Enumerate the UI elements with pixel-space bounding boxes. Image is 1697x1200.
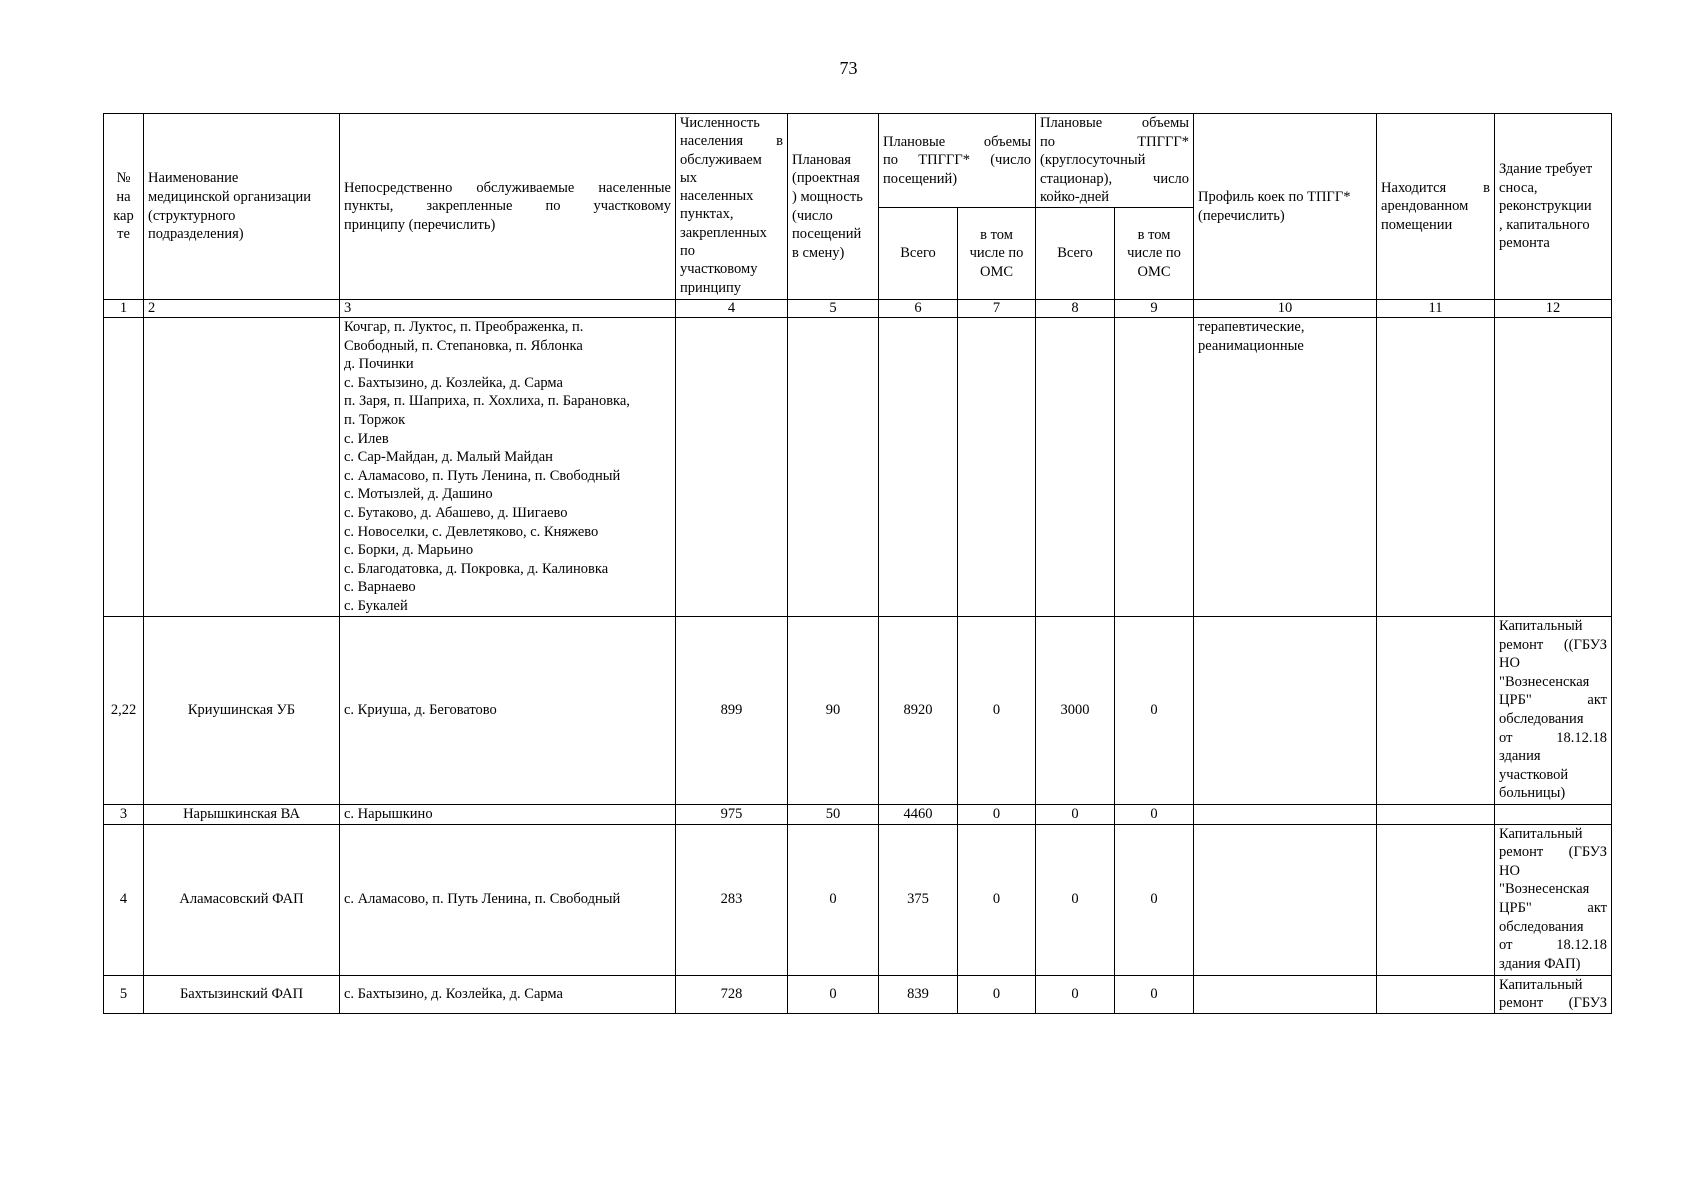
header-text: принципу xyxy=(680,279,742,296)
repair-line: Капитальный xyxy=(1499,976,1583,993)
header-capacity xyxy=(788,114,879,300)
cell-bed-days-oms xyxy=(1115,318,1194,617)
header-text: те xyxy=(117,226,130,243)
cell-name: Криушинская УБ xyxy=(144,617,340,805)
cell-bed-days-oms: 0 xyxy=(1115,824,1194,975)
repair-line: от 18.12.18 xyxy=(1499,937,1608,954)
settlement-line: Свободный, п. Степановка, п. Яблонка xyxy=(344,337,583,354)
cell-settlements: с. Криуша, д. Беговатово xyxy=(340,617,676,805)
cell-name: Бахтызинский ФАП xyxy=(144,975,340,1013)
header-text: кар xyxy=(113,207,134,224)
header-text: числе по xyxy=(1127,245,1181,262)
cell-population: 283 xyxy=(676,824,788,975)
cell-bed-days-total xyxy=(1036,318,1115,617)
header-text: ) мощность xyxy=(792,188,863,205)
cell-bed-profile xyxy=(1194,318,1377,617)
cell-bed-profile xyxy=(1194,975,1377,1013)
column-number: 5 xyxy=(788,300,879,318)
settlement-line: с. Аламасово, п. Путь Ленина, п. Свободный xyxy=(344,467,621,484)
cell-num: 3 xyxy=(104,805,144,825)
cell-visits-total: 8920 xyxy=(879,617,958,805)
cell-bed-days-total: 0 xyxy=(1036,805,1115,825)
cell-visits-total: 375 xyxy=(879,824,958,975)
cell-bed-days-oms: 0 xyxy=(1115,975,1194,1013)
cell-bed-days-total: 3000 xyxy=(1036,617,1115,805)
settlement-line: с. Варнаево xyxy=(344,579,416,596)
cell-visits-total xyxy=(879,318,958,617)
header-text: в том xyxy=(980,226,1013,243)
cell-repair xyxy=(1495,318,1612,617)
cell-name: Нарышкинская ВА xyxy=(144,805,340,825)
repair-line: участковой xyxy=(1499,766,1569,783)
header-row xyxy=(104,114,1612,208)
cell-capacity: 90 xyxy=(788,617,879,805)
repair-line: ремонт (ГБУЗ xyxy=(1499,844,1608,861)
column-number: 1 xyxy=(104,300,144,318)
settlement-line: с. Новоселки, с. Девлетяково, с. Княжево xyxy=(344,523,599,540)
settlement-line: п. Торжок xyxy=(344,411,406,428)
cell-capacity: 50 xyxy=(788,805,879,825)
header-text: , капитального xyxy=(1499,216,1590,233)
header-map-number xyxy=(104,114,144,300)
header-text: медицинской организации xyxy=(148,188,312,205)
cell-visits-oms: 0 xyxy=(958,824,1036,975)
cell-rented xyxy=(1377,318,1495,617)
repair-line: больницы) xyxy=(1499,785,1566,802)
column-number: 11 xyxy=(1377,300,1495,318)
cell-visits-oms: 0 xyxy=(958,617,1036,805)
repair-line: Капитальный xyxy=(1499,618,1583,634)
repair-line: НО xyxy=(1499,862,1520,879)
header-text: ОМС xyxy=(979,263,1014,280)
column-number: 3 xyxy=(340,300,676,318)
cell-population: 975 xyxy=(676,805,788,825)
table-row xyxy=(104,824,1612,975)
cell-num: 5 xyxy=(104,975,144,1013)
repair-line: НО xyxy=(1499,655,1520,672)
cell-settlements: с. Нарышкино xyxy=(340,805,676,825)
settlement-line: с. Сар-Майдан, д. Малый Майдан xyxy=(344,449,553,466)
repair-line: ремонт (ГБУЗ xyxy=(1499,995,1608,1012)
repair-line: от 18.12.18 xyxy=(1499,729,1608,746)
header-text: койко-дней xyxy=(1040,189,1110,206)
settlement-line: с. Букалей xyxy=(344,597,408,614)
cell-population: 728 xyxy=(676,975,788,1013)
header-text: принципу (перечислить) xyxy=(344,216,496,233)
repair-line: обследования xyxy=(1499,710,1584,727)
header-text: арендованном xyxy=(1381,198,1469,215)
cell-bed-profile xyxy=(1194,824,1377,975)
settlement-line: с. Бутаково, д. Абашево, д. Шигаево xyxy=(344,504,568,521)
bed-profile-line: реанимационные xyxy=(1198,337,1304,354)
repair-line: здания xyxy=(1499,748,1541,765)
cell-num xyxy=(104,318,144,617)
table-row xyxy=(104,975,1612,1013)
repair-line: ЦРБ" акт xyxy=(1499,692,1608,709)
header-text: населенных xyxy=(680,188,754,205)
header-text: сноса, xyxy=(1499,179,1538,196)
header-rented xyxy=(1377,114,1495,300)
header-bed-profile xyxy=(1194,114,1377,300)
header-text: по ТПГГГ* (число xyxy=(883,152,1032,169)
header-text: (круглосуточный xyxy=(1040,152,1146,169)
header-population xyxy=(676,114,788,300)
header-text: на xyxy=(116,188,131,205)
settlement-line: с. Бахтызино, д. Козлейка, д. Сарма xyxy=(344,374,563,391)
header-text: в том xyxy=(1137,226,1171,243)
header-text: Плановая xyxy=(792,151,851,168)
cell-rented xyxy=(1377,617,1495,805)
cell-population: 899 xyxy=(676,617,788,805)
cell-population xyxy=(676,318,788,617)
column-number: 12 xyxy=(1495,300,1612,318)
settlement-line: п. Заря, п. Шаприха, п. Хохлиха, п. Барановка, xyxy=(344,393,630,410)
cell-repair xyxy=(1495,617,1612,805)
cell-visits-oms: 0 xyxy=(958,975,1036,1013)
cell-visits-total: 839 xyxy=(879,975,958,1013)
header-bed-day-volumes xyxy=(1036,114,1194,208)
cell-settlements xyxy=(340,318,676,617)
repair-line: "Вознесенская xyxy=(1499,673,1590,690)
settlement-line: Кочгар, п. Луктос, п. Преображенка, п. xyxy=(344,319,584,335)
column-number: 8 xyxy=(1036,300,1115,318)
page-number: 73 xyxy=(839,58,858,78)
bed-profile-line: терапевтические, xyxy=(1198,319,1305,335)
header-text: (перечислить) xyxy=(1198,207,1285,224)
settlement-line: с. Борки, д. Марьино xyxy=(344,542,474,559)
cell-visits-total: 4460 xyxy=(879,805,958,825)
repair-line: здания ФАП) xyxy=(1499,955,1581,972)
header-text: закрепленных xyxy=(680,224,767,241)
cell-name xyxy=(144,318,340,617)
settlement-line: с. Благодатовка, д. Покровка, д. Калиновка xyxy=(344,560,609,577)
header-text: стационар), число xyxy=(1040,170,1190,187)
header-text: пункты, закрепленные по участковому xyxy=(344,198,671,215)
medical-organizations-table xyxy=(103,113,1612,1014)
header-text: посещений xyxy=(792,226,862,243)
cell-rented xyxy=(1377,824,1495,975)
repair-line: Капитальный xyxy=(1499,825,1583,842)
header-text: (структурного xyxy=(148,207,236,224)
repair-line: ремонт ((ГБУЗ xyxy=(1499,636,1608,653)
cell-repair xyxy=(1495,805,1612,825)
column-number: 7 xyxy=(958,300,1036,318)
header-text: в смену) xyxy=(792,244,845,261)
settlement-line: с. Мотызлей, д. Дашино xyxy=(344,486,493,503)
header-text: ремонта xyxy=(1499,235,1550,252)
header-text: Здание требует xyxy=(1499,161,1593,178)
cell-visits-oms: 0 xyxy=(958,805,1036,825)
table-row xyxy=(104,617,1612,805)
header-organization-name xyxy=(144,114,340,300)
cell-bed-days-total: 0 xyxy=(1036,975,1115,1013)
column-number: 4 xyxy=(676,300,788,318)
header-text: пунктах, xyxy=(680,206,734,223)
header-text: участковому xyxy=(680,261,758,278)
header-text: помещении xyxy=(1381,216,1453,233)
header-text: (проектная xyxy=(792,170,860,187)
header-text: Находится в xyxy=(1381,179,1491,196)
cell-repair xyxy=(1495,824,1612,975)
header-text: подразделения) xyxy=(148,226,244,243)
header-text: населения в xyxy=(680,133,783,150)
column-number: 9 xyxy=(1115,300,1194,318)
header-text: № xyxy=(116,170,131,187)
column-numbers-row xyxy=(104,300,1612,318)
header-text: реконструкции xyxy=(1499,198,1592,215)
cell-name: Аламасовский ФАП xyxy=(144,824,340,975)
cell-capacity xyxy=(788,318,879,617)
header-text: ОМС xyxy=(1137,263,1171,280)
settlement-line: с. Илев xyxy=(344,430,389,447)
header-text: ых xyxy=(680,169,697,186)
header-text: по xyxy=(680,243,696,260)
table-row xyxy=(104,805,1612,825)
cell-visits-oms xyxy=(958,318,1036,617)
header-text: Наименование xyxy=(148,170,239,187)
cell-capacity: 0 xyxy=(788,975,879,1013)
column-number: 6 xyxy=(879,300,958,318)
header-text: (число xyxy=(792,207,833,224)
repair-line: ЦРБ" акт xyxy=(1499,899,1608,916)
header-text: Численность xyxy=(680,115,760,131)
column-number: 10 xyxy=(1194,300,1377,318)
column-number: 2 xyxy=(144,300,340,318)
cell-bed-days-total: 0 xyxy=(1036,824,1115,975)
settlement-line: д. Починки xyxy=(344,356,414,373)
header-visits-total: Всего xyxy=(879,208,958,300)
cell-repair xyxy=(1495,975,1612,1013)
header-text: Плановые объемы xyxy=(1040,115,1190,132)
cell-settlements: с. Аламасово, п. Путь Ленина, п. Свободный xyxy=(340,824,676,975)
cell-num: 2,22 xyxy=(104,617,144,805)
header-text: Плановые объемы xyxy=(883,133,1032,150)
cell-num: 4 xyxy=(104,824,144,975)
cell-bed-profile xyxy=(1194,617,1377,805)
header-bed-days-total: Всего xyxy=(1036,208,1115,300)
header-settlements xyxy=(340,114,676,300)
header-text: Профиль коек по ТПГГ* xyxy=(1198,188,1351,205)
header-text: обслуживаем xyxy=(680,151,762,168)
header-bed-days-oms xyxy=(1115,208,1194,300)
repair-line: обследования xyxy=(1499,918,1584,935)
header-repair-needed xyxy=(1495,114,1612,300)
header-text: Непосредственно обслуживаемые населенные xyxy=(344,179,671,196)
header-text: числе по xyxy=(969,245,1024,262)
cell-bed-days-oms: 0 xyxy=(1115,805,1194,825)
cell-rented xyxy=(1377,805,1495,825)
cell-rented xyxy=(1377,975,1495,1013)
header-text: по ТПГГГ* xyxy=(1040,133,1190,150)
cell-settlements: с. Бахтызино, д. Козлейка, д. Сарма xyxy=(340,975,676,1013)
header-visit-volumes xyxy=(879,114,1036,208)
header-text: посещений) xyxy=(883,170,958,187)
header-visits-oms xyxy=(958,208,1036,300)
repair-line: "Вознесенская xyxy=(1499,881,1590,898)
cell-capacity: 0 xyxy=(788,824,879,975)
cell-bed-profile xyxy=(1194,805,1377,825)
cell-bed-days-oms: 0 xyxy=(1115,617,1194,805)
table-row-continued xyxy=(104,318,1612,617)
